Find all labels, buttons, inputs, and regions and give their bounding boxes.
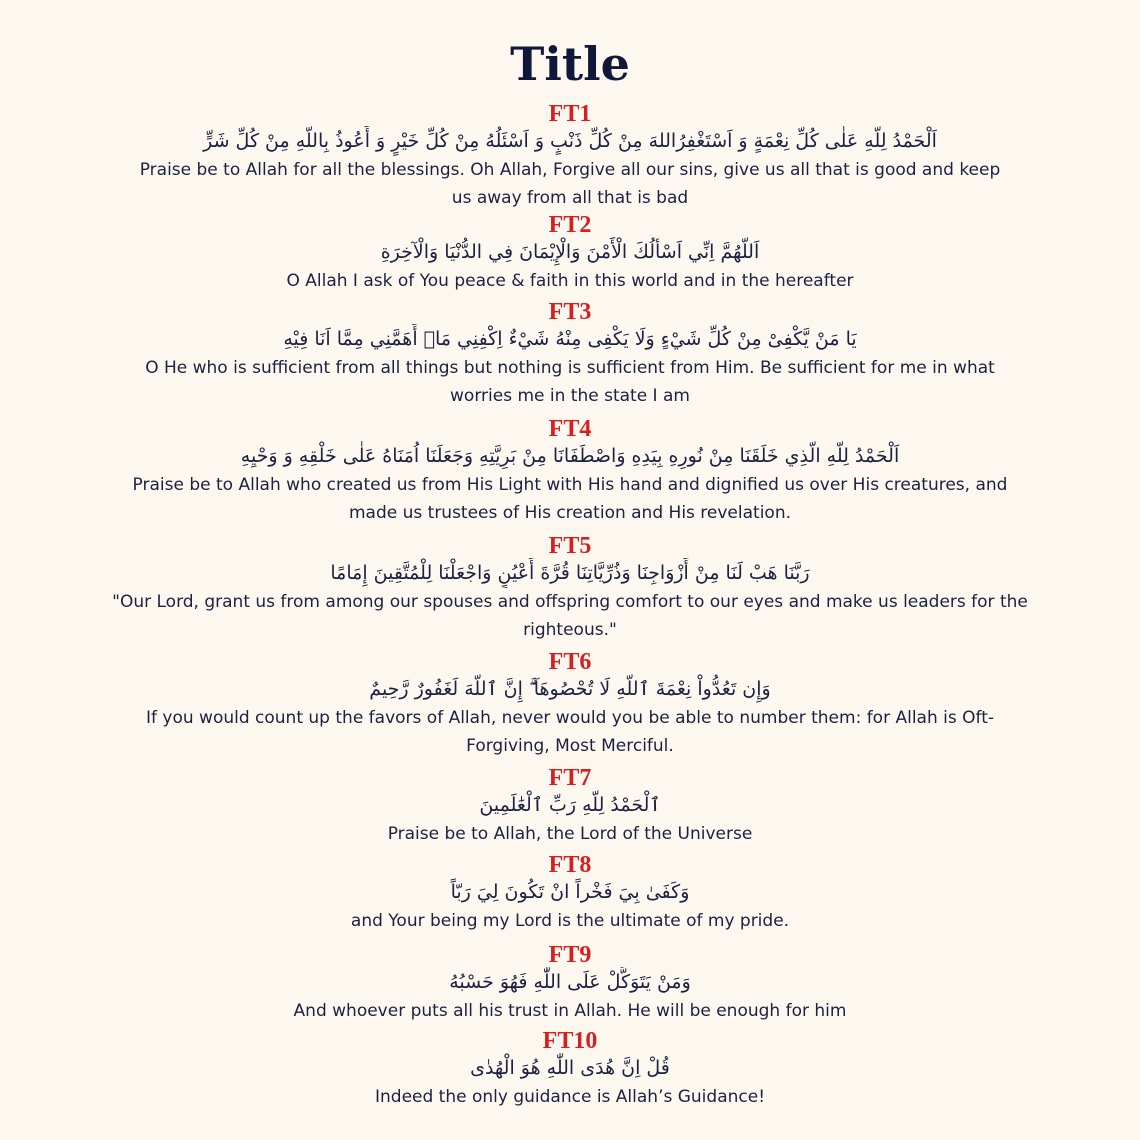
arabic-text: ٱلْحَمْدُ لِلَّهِ رَبِّ ٱلْعَٰلَمِينَ <box>479 794 661 816</box>
entry-label: FT5 <box>548 533 592 559</box>
arabic-text: اَلْحَمْدُ لِلَّهِ عَلٰى كُلِّ نِعْمَةٍ وَ اَسْتَغْفِرُاللهَ مِنْ كُلِّ ذَنْبٍ وَ اَسْئَلُهُ مِنْ كُلِّ خَيْرٍ وَ أَعُوذُ بِاللَّهِ مِنْ كُلِّ شَرٍّ <box>203 130 937 152</box>
english-translation: O He who is sufficient from all things but nothing is sufficient from Him. Be sufficient for me in what worries me in the state I am <box>145 358 995 406</box>
entry-label: FT10 <box>542 1028 598 1054</box>
entry-label: FT4 <box>548 416 592 442</box>
english-translation: Indeed the only guidance is Allah’s Guidance! <box>374 1087 766 1107</box>
arabic-text: وَإِن تَعُدُّواْ نِعْمَةَ ٱللَّهِ لَا تُحْصُوهَآ ۗ إِنَّ ٱللَّهَ لَغَفُورٌ رَّحِيمٌ <box>369 678 771 700</box>
prayer-entry-ft6 <box>130 650 1010 760</box>
english-translation: Praise be to Allah who created us from His Light with His hand and dignified us over His creatures, and made us trustees of His creation and His revelation. <box>132 475 1008 523</box>
arabic-text: يَا مَنْ يَّكْفِىْ مِنْ كُلِّ شَيْءٍ وَلَا يَكْفِى مِنْهُ شَيْءٌ اِكْفِنِي مَاۤ أَهَمَّنِي مِمَّا اَنَا فِيْهِ <box>283 328 857 350</box>
entry-label: FT9 <box>548 942 592 968</box>
english-translation: O Allah I ask of You peace & faith in this world and in the hereafter <box>286 271 854 291</box>
entry-label: FT3 <box>548 299 592 325</box>
page-title: Title <box>510 37 630 91</box>
arabic-text: قُلْ اِنَّ هُدَى اللّٰهِ هُوَ الْهُدٰى <box>470 1057 670 1079</box>
arabic-text: وَكَفَىٰ بِيَ فَخْراً انْ تَكُونَ لِيَ رَبّاً <box>450 881 690 903</box>
english-translation: Praise be to Allah, the Lord of the Universe <box>387 824 753 844</box>
entry-label: FT1 <box>548 101 592 127</box>
english-translation: "Our Lord, grant us from among our spouses and offspring comfort to our eyes and make us leaders for the righteous." <box>112 592 1028 640</box>
english-translation: And whoever puts all his trust in Allah. He will be enough for him <box>293 1001 847 1021</box>
prayer-entry-ft5 <box>112 533 1028 644</box>
entry-label: FT2 <box>548 212 592 238</box>
prayer-entry-ft1 <box>130 102 1010 212</box>
arabic-text: رَبَّنَا هَبْ لَنَا مِنْ أَزْوَاجِنَا وَذُرِّيَّاتِنَا قُرَّةَ أَعْيُنٍ وَاجْعَلْنَا لِلْمُتَّقِينَ إِمَامًا <box>330 562 810 584</box>
entry-label: FT8 <box>548 852 592 878</box>
entry-label: FT6 <box>548 649 592 675</box>
prayer-entry-ft4 <box>130 417 1010 527</box>
entry-label: FT7 <box>548 765 592 791</box>
prayer-entry-ft10 <box>130 1029 1010 1111</box>
english-translation: If you would count up the favors of Allah, never would you be able to number them: for Allah is Oft-Forgiving, Most Merciful. <box>146 708 994 756</box>
prayer-entry-ft8 <box>130 853 1010 935</box>
arabic-text: اَللَّهُمَّ اِنِّي اَسْأَلُكَ الْأَمْنَ وَالْإِيْمَانَ فِي الدُّنْيَا وَالْآخِرَةِ <box>380 241 760 263</box>
prayer-entry-ft3 <box>130 300 1010 410</box>
prayer-entry-ft2 <box>130 213 1010 295</box>
english-translation: Praise be to Allah for all the blessings. Oh Allah, Forgive all our sins, give us all that is good and keep us away from all that is bad <box>139 160 1001 208</box>
arabic-text: اَلْحَمْدُ لِلَّهِ الَّذِي خَلَقَنَا مِنْ نُورِهِ بِيَدِهِ وَاصْطَفَانَا مِنْ بَرِيَّتِهِ وَجَعَلَنَا اُمَنَاهُ عَلٰى خَلْقِهِ وَ وَحْيِهِ <box>240 445 900 467</box>
english-translation: and Your being my Lord is the ultimate of my pride. <box>350 911 790 931</box>
arabic-text: وَمَنْ يَتَوَكَّلْ عَلَى اللّٰهِ فَهُوَ حَسْبُهُ <box>449 971 691 993</box>
prayer-entry-ft7 <box>130 766 1010 848</box>
prayer-entry-ft9 <box>130 943 1010 1025</box>
